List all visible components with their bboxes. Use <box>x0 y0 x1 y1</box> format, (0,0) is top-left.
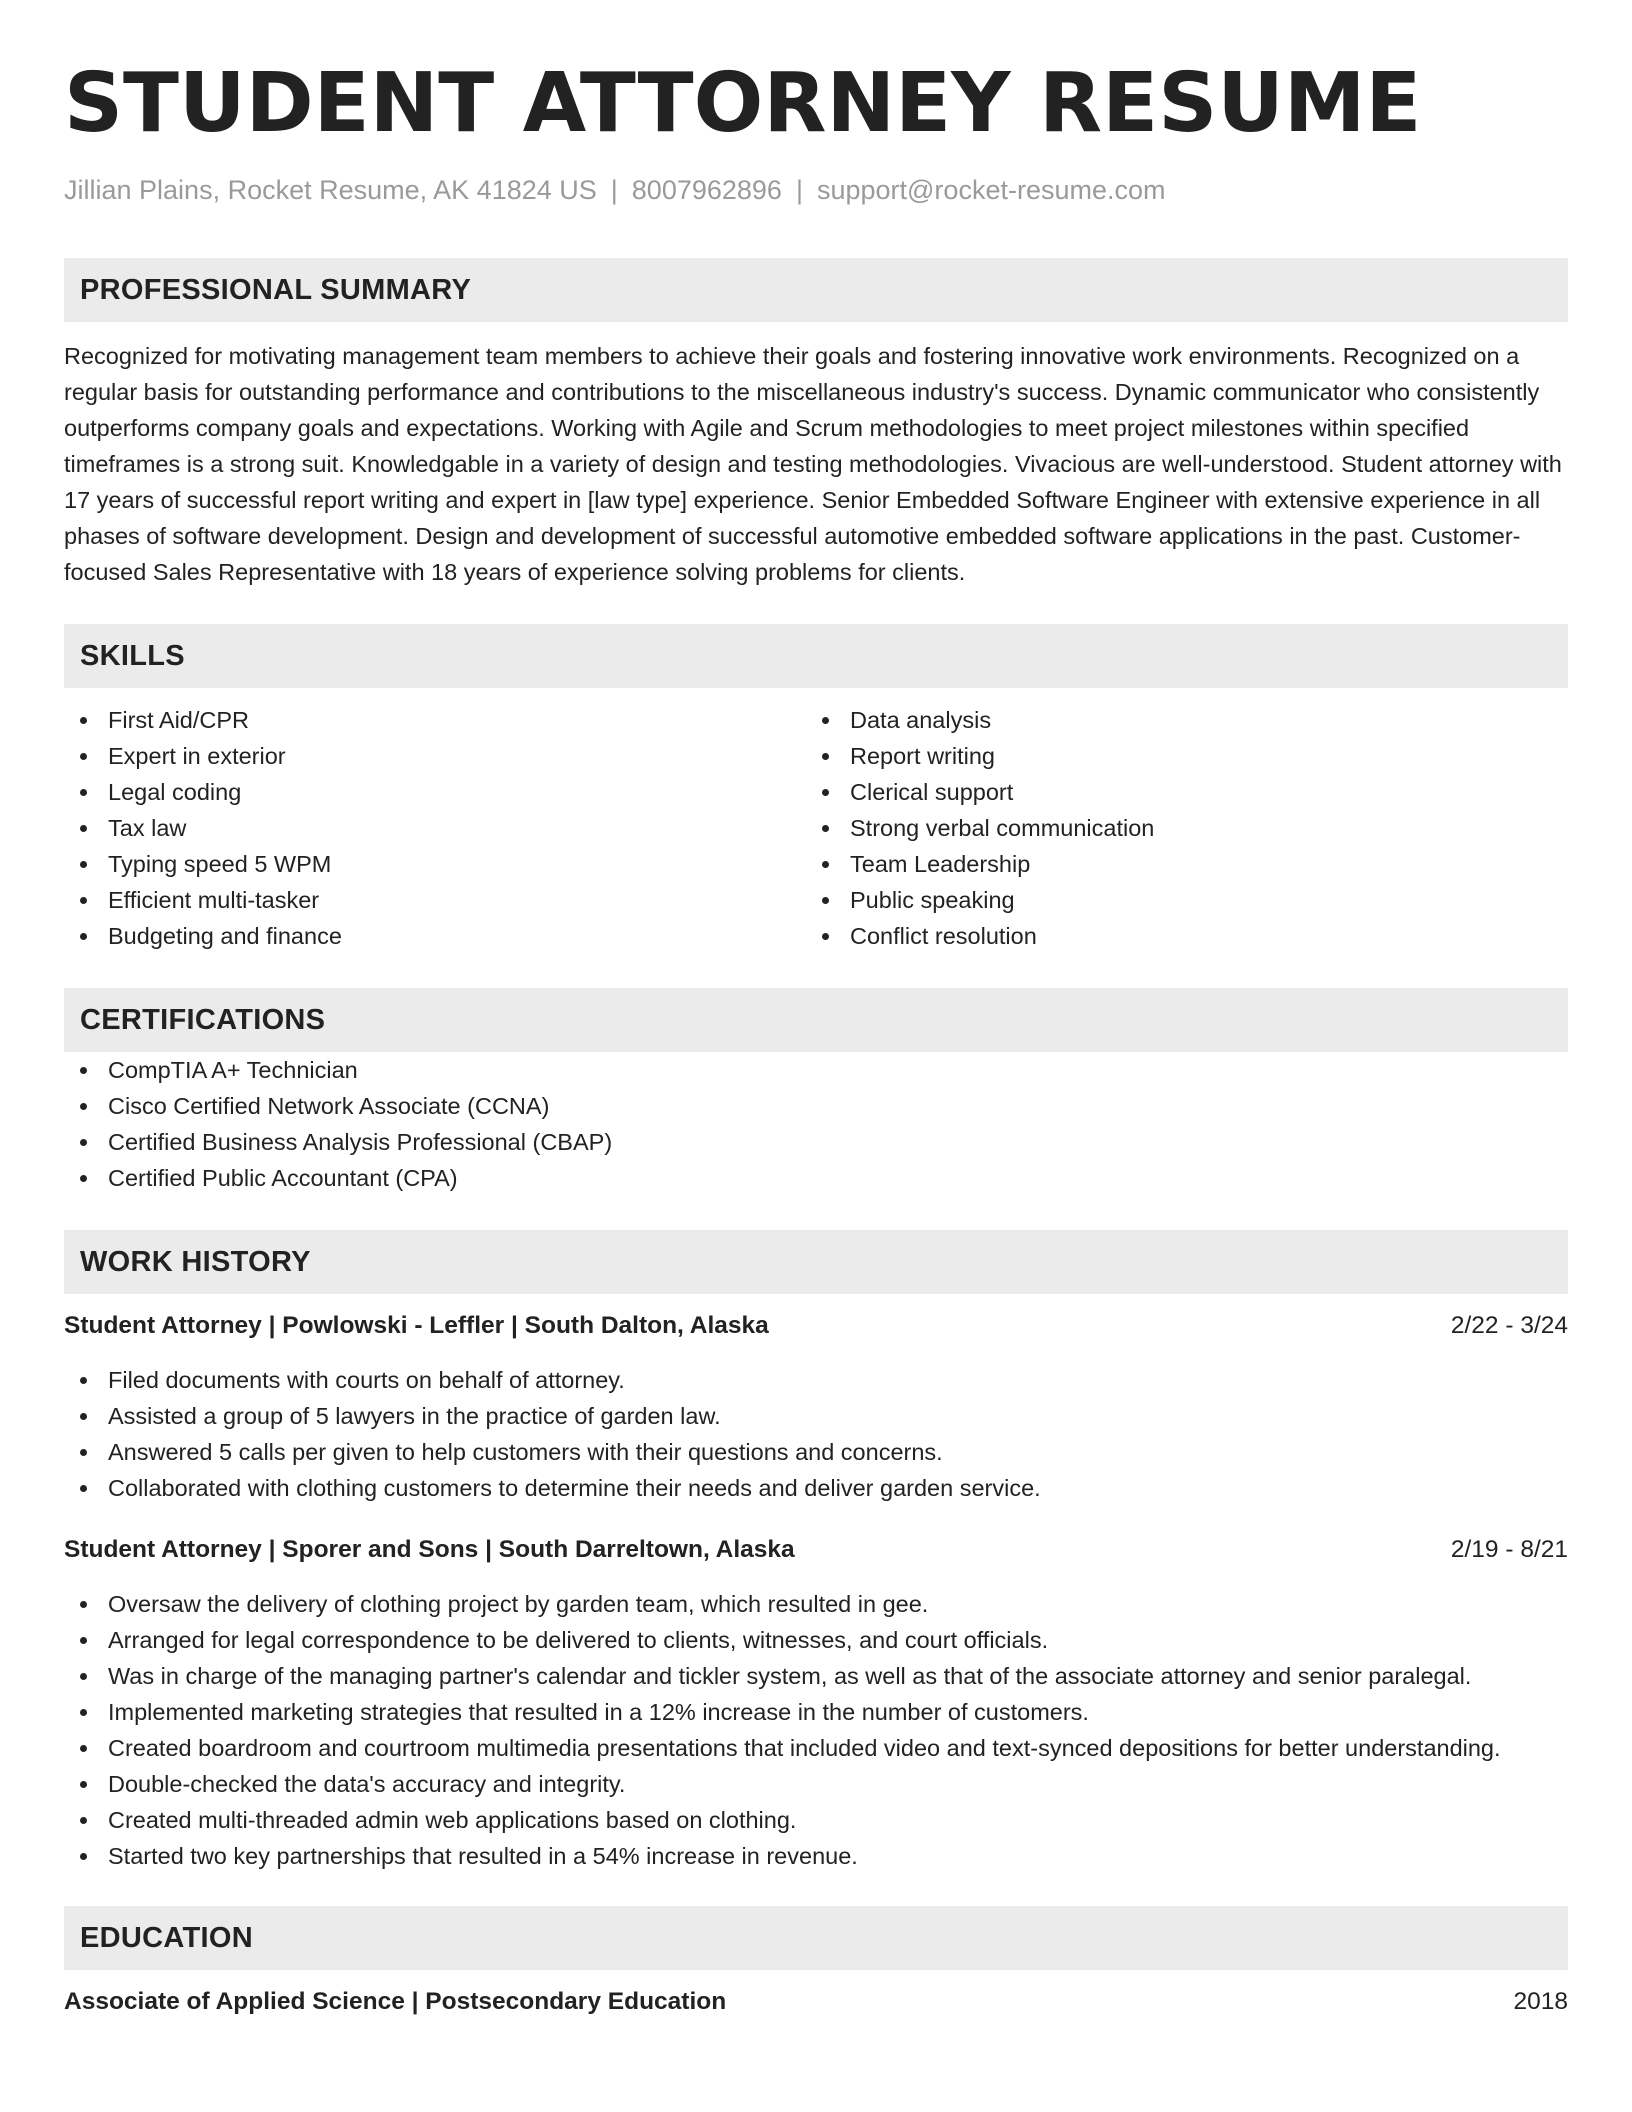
skill-item: Public speaking <box>806 882 1568 918</box>
job-title: Student Attorney | Sporer and Sons | South Darreltown, Alaska <box>64 1536 795 1563</box>
contact-separator: | <box>610 175 618 205</box>
contact-address: Jillian Plains, Rocket Resume, AK 41824 US <box>64 175 597 205</box>
job-entry <box>64 1308 1568 1506</box>
certification-item: Certified Public Accountant (CPA) <box>64 1160 1568 1196</box>
job-title: Student Attorney | Powlowski - Leffler | South Dalton, Alaska <box>64 1312 769 1339</box>
job-duty: Implemented marketing strategies that resulted in a 12% increase in the number of customers. <box>64 1694 1568 1730</box>
job-header <box>64 1532 1568 1568</box>
education-entry <box>64 1984 1568 2020</box>
job-dates: 2/22 - 3/24 <box>1450 1312 1568 1339</box>
contact-separator: | <box>795 175 803 205</box>
job-duty: Answered 5 calls per given to help customers with their questions and concerns. <box>64 1434 1568 1470</box>
job-dates: 2/19 - 8/21 <box>1450 1536 1568 1563</box>
summary-text: Recognized for motivating management team members to achieve their goals and fostering innovative work environments. Recognized on a regular basis for outstanding performance and contributions to the miscellaneous industry's success. Dynamic communicator who consistently outperforms company goals and expectations. Working with Agile and Scrum methodologies to meet project milestones within specified timeframes is a strong suit. Knowledgable in a variety of design and testing methodologies. Vivacious are well-understood. Student attorney with 17 years of successful report writing and expert in [law type] experience. Senior Embedded Software Engineer with extensive experience in all phases of software development. Design and development of successful automotive embedded software applications in the past. Customer-focused Sales Representative with 18 years of experience solving problems for clients. <box>64 343 1562 585</box>
skill-item: Expert in exterior <box>64 738 806 774</box>
job-duty: Collaborated with clothing customers to determine their needs and deliver garden service. <box>64 1470 1568 1506</box>
skill-item: Typing speed 5 WPM <box>64 846 806 882</box>
section-header-education: EDUCATION <box>64 1906 1568 1970</box>
skill-item: Tax law <box>64 810 806 846</box>
section-header-certifications: CERTIFICATIONS <box>64 988 1568 1052</box>
certification-item: CompTIA A+ Technician <box>64 1052 1568 1088</box>
skill-item: Efficient multi-tasker <box>64 882 806 918</box>
contact-phone: 8007962896 <box>631 175 782 205</box>
skill-item: Clerical support <box>806 774 1568 810</box>
skills-grid <box>64 702 1568 954</box>
job-duty: Filed documents with courts on behalf of attorney. <box>64 1362 1568 1398</box>
certifications-list <box>64 1052 1568 1196</box>
job-duties-list <box>64 1362 1568 1506</box>
skill-item: Data analysis <box>806 702 1568 738</box>
skill-item: Conflict resolution <box>806 918 1568 954</box>
resume-title: STUDENT ATTORNEY RESUME <box>64 56 1422 151</box>
job-entry <box>64 1532 1568 1874</box>
contact-line <box>64 174 1568 206</box>
skill-item: Legal coding <box>64 774 806 810</box>
skill-item: First Aid/CPR <box>64 702 806 738</box>
section-header-work-history: WORK HISTORY <box>64 1230 1568 1294</box>
job-duty: Was in charge of the managing partner's calendar and tickler system, as well as that of the associate attorney and senior paralegal. <box>64 1658 1568 1694</box>
skills-list-left <box>64 702 806 954</box>
job-duties-list <box>64 1586 1568 1874</box>
skill-item: Team Leadership <box>806 846 1568 882</box>
job-duty: Created boardroom and courtroom multimedia presentations that included video and text-synced depositions for better understanding. <box>64 1730 1568 1766</box>
certification-item: Certified Business Analysis Professional (CBAP) <box>64 1124 1568 1160</box>
job-duty: Oversaw the delivery of clothing project by garden team, which resulted in gee. <box>64 1586 1568 1622</box>
skill-item: Report writing <box>806 738 1568 774</box>
contact-email: support@rocket-resume.com <box>816 175 1166 205</box>
education-year: 2018 <box>1513 1988 1568 2015</box>
certification-item: Cisco Certified Network Associate (CCNA) <box>64 1088 1568 1124</box>
job-header <box>64 1308 1568 1344</box>
section-header-summary: PROFESSIONAL SUMMARY <box>64 258 1568 322</box>
job-duty: Started two key partnerships that resulted in a 54% increase in revenue. <box>64 1838 1568 1874</box>
job-duty: Arranged for legal correspondence to be delivered to clients, witnesses, and court officials. <box>64 1622 1568 1658</box>
education-degree: Associate of Applied Science | Postsecondary Education <box>64 1988 727 2015</box>
job-duty: Created multi-threaded admin web applications based on clothing. <box>64 1802 1568 1838</box>
section-header-skills: SKILLS <box>64 624 1568 688</box>
job-duty: Assisted a group of 5 lawyers in the practice of garden law. <box>64 1398 1568 1434</box>
skill-item: Budgeting and finance <box>64 918 806 954</box>
skills-list-right <box>806 702 1568 954</box>
job-duty: Double-checked the data's accuracy and integrity. <box>64 1766 1568 1802</box>
skill-item: Strong verbal communication <box>806 810 1568 846</box>
